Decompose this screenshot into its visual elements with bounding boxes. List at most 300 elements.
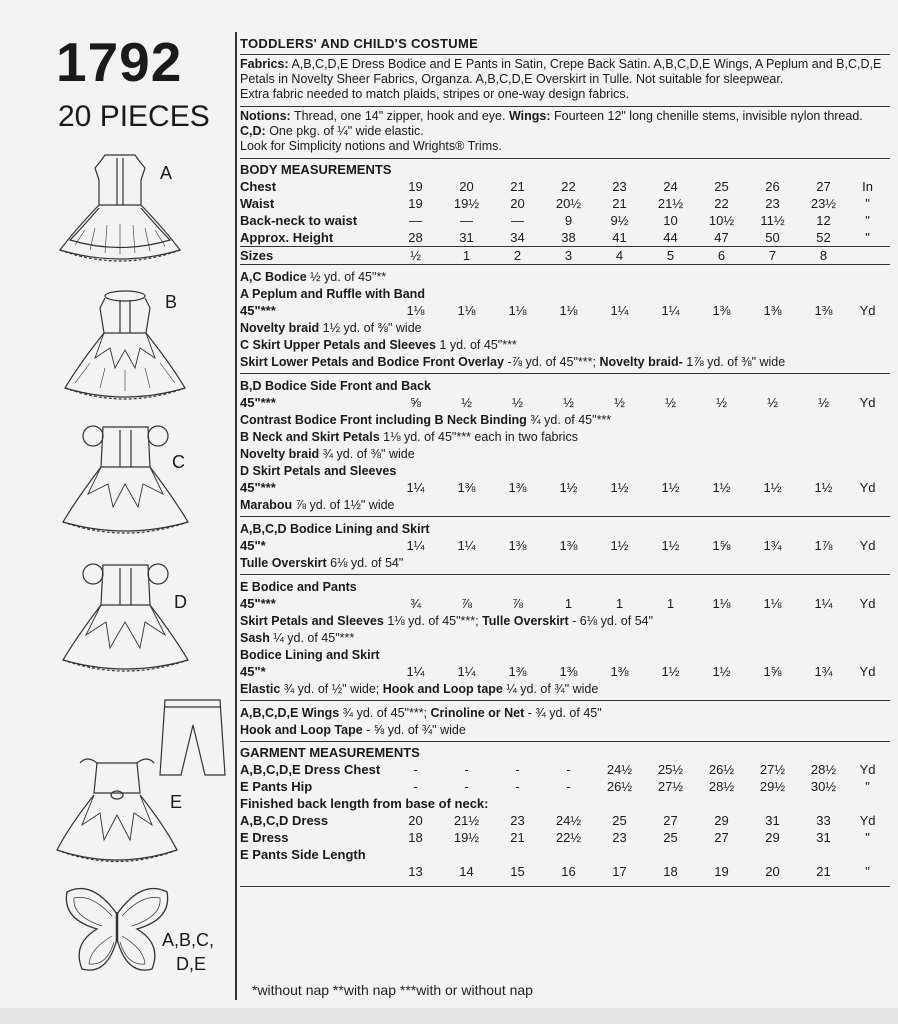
cell-value: 24½ xyxy=(555,813,582,828)
item-name: D Skirt Petals and Sleeves xyxy=(240,463,397,478)
yardage-text-row xyxy=(240,462,886,479)
cell-value: 21 xyxy=(816,864,831,879)
cell-value: 28½ xyxy=(708,779,735,794)
fabrics-extra: Extra fabric needed to match plaids, stripes or one-way design fabrics. xyxy=(240,87,630,101)
cell-value: ⅞ xyxy=(461,596,472,611)
unit-cell: " xyxy=(865,196,870,211)
yardage-text xyxy=(240,336,886,353)
row-label: 45"* xyxy=(240,538,266,553)
cell-value: 1¼ xyxy=(814,596,833,611)
cell-value: 31 xyxy=(459,230,474,245)
view-c-label: C xyxy=(172,452,185,472)
cell-value: 47 xyxy=(714,230,729,245)
table-row xyxy=(240,537,886,554)
cell-value: 1⅜ xyxy=(559,664,578,679)
item-name: Elastic xyxy=(240,681,281,696)
cell-value: - xyxy=(464,762,469,777)
row-label: Approx. Height xyxy=(240,230,334,245)
cell-value: 20 xyxy=(510,196,525,211)
cell-value xyxy=(543,846,594,863)
item-amount: 1½ yd. of ⅜" wide xyxy=(319,320,422,335)
item-amount: ¼ yd. of 45"*** xyxy=(269,630,355,645)
yardage-table xyxy=(240,704,886,738)
item-amount: 1⅞ yd. of ⅜" wide xyxy=(682,354,786,369)
cell-value: ½ xyxy=(563,395,574,410)
yardage-table xyxy=(240,377,886,513)
cell-value: ¾ xyxy=(410,596,421,611)
item-name: Novelty braid xyxy=(240,446,320,461)
unit-cell: Yd xyxy=(859,303,876,318)
row-label: 45"*** xyxy=(240,303,276,318)
size-unit xyxy=(849,247,886,264)
cell-value: 21 xyxy=(510,179,525,194)
cell-value: 1¼ xyxy=(457,664,476,679)
cell-value: 25½ xyxy=(657,762,684,777)
notions-label: Notions: xyxy=(240,109,291,123)
cell-value xyxy=(747,846,798,863)
item-name: E Bodice and Pants xyxy=(240,579,357,594)
yardage-text-row xyxy=(240,377,886,394)
yardage-text xyxy=(240,268,886,285)
yardage-text xyxy=(240,520,886,537)
yardage-text xyxy=(240,578,886,595)
yardage-text-row xyxy=(240,612,886,629)
size-value: 5 xyxy=(666,248,675,263)
cell-value: 29½ xyxy=(759,779,786,794)
fabrics-section xyxy=(240,55,890,107)
cell-value: 33 xyxy=(816,813,831,828)
cell-value: — xyxy=(460,213,473,228)
yardage-text xyxy=(240,377,886,394)
yardage-text-row xyxy=(240,496,886,513)
yardage-text-row xyxy=(240,336,886,353)
cell-value: 31 xyxy=(765,813,780,828)
wings-label: A,B,C, xyxy=(162,930,215,950)
cell-value: 1½ xyxy=(712,480,731,495)
item-name: B Neck and Skirt Petals xyxy=(240,429,380,444)
yardage-text-row xyxy=(240,428,886,445)
sizes-row xyxy=(240,247,890,265)
row-label: A,B,C,D Dress xyxy=(240,813,329,828)
cell-value: 23 xyxy=(765,196,780,211)
cell-value: 27½ xyxy=(657,779,684,794)
cell-value: 11½ xyxy=(760,213,785,228)
cell-value: 20 xyxy=(765,864,780,879)
row-label: 45"*** xyxy=(240,596,276,611)
item-name: Tulle Overskirt xyxy=(240,555,327,570)
yardage-text xyxy=(240,285,886,302)
finished-length-row xyxy=(240,795,886,812)
item-amount: ½ yd. of 45"** xyxy=(306,269,387,284)
cell-value: 50 xyxy=(765,230,780,245)
cell-value: 1½ xyxy=(712,664,731,679)
yardage-section xyxy=(240,575,890,701)
item-name: Marabou xyxy=(240,497,293,512)
table-row xyxy=(240,195,886,212)
size-value: 6 xyxy=(717,248,726,263)
table-row xyxy=(240,863,886,880)
cell-value: 18 xyxy=(408,830,423,845)
cell-value: 25 xyxy=(663,830,678,845)
cell-value: 24½ xyxy=(606,762,633,777)
table-row xyxy=(240,829,886,846)
cell-value: 1⅛ xyxy=(712,596,731,611)
left-column xyxy=(0,0,232,1024)
cell-value: ⅞ xyxy=(512,596,523,611)
item-name: B,D Bodice Side Front and Back xyxy=(240,378,432,393)
cell-value: 1⅜ xyxy=(559,538,578,553)
item-amount: 6⅛ yd. of 54" xyxy=(326,555,404,570)
item-amount: ⅞ yd. of 1½" wide xyxy=(292,497,395,512)
cell-value: 29 xyxy=(765,830,780,845)
item-amount: ¼ yd. of ¾" wide xyxy=(502,681,599,696)
cell-value: 21 xyxy=(612,196,627,211)
cell-value: 1½ xyxy=(763,480,782,495)
cell-value: 1⅛ xyxy=(763,596,782,611)
item-name: Contrast Bodice Front including B Neck Binding xyxy=(240,412,527,427)
yardage-text-row xyxy=(240,520,886,537)
view-e-illustration xyxy=(52,755,182,870)
cell-value: - xyxy=(413,779,418,794)
cell-value: 1¼ xyxy=(457,538,476,553)
cell-value: — xyxy=(511,213,524,228)
cell-value: 1⅜ xyxy=(712,303,731,318)
cell-value: 31 xyxy=(816,830,831,845)
cell-value: 19 xyxy=(714,864,729,879)
row-label: Back-neck to waist xyxy=(240,213,358,228)
yardage-text xyxy=(240,319,886,336)
yardage-text xyxy=(240,428,886,445)
cell-value: 12 xyxy=(816,213,831,228)
item-amount: - ⅝ yd. of ¾" wide xyxy=(362,722,466,737)
garment-measurements-table xyxy=(240,744,886,880)
unit-cell: In xyxy=(862,179,873,194)
cell-value: 27 xyxy=(663,813,678,828)
wings-notions-text: Fourteen 12" long chenille stems, invisible nylon thread. xyxy=(553,109,863,123)
yardage-text-row xyxy=(240,680,886,697)
cell-value: 1¼ xyxy=(406,538,425,553)
cell-value: 44 xyxy=(663,230,678,245)
cell-value xyxy=(798,846,849,863)
size-value: 3 xyxy=(564,248,573,263)
cell-value: 20½ xyxy=(555,196,582,211)
cell-value: 19 xyxy=(408,179,423,194)
table-row xyxy=(240,812,886,829)
cell-value: 34 xyxy=(510,230,525,245)
pattern-number: 1792 xyxy=(56,31,183,93)
row-label: E Pants Hip xyxy=(240,779,313,794)
cell-value: - xyxy=(566,762,571,777)
item-name: Skirt Petals and Sleeves xyxy=(240,613,384,628)
cell-value: 1⅜ xyxy=(457,480,476,495)
cell-value: 1¼ xyxy=(406,664,425,679)
cell-value: 1¾ xyxy=(814,664,833,679)
row-label: E Pants Side Length xyxy=(240,847,366,862)
cell-value xyxy=(696,846,747,863)
cell-value: 1⅞ xyxy=(814,538,833,553)
yardage-text xyxy=(240,554,886,571)
item-name: C Skirt Upper Petals and Sleeves xyxy=(240,337,436,352)
cell-value: 1½ xyxy=(661,664,680,679)
cell-value xyxy=(492,846,543,863)
look-for-text: Look for Simplicity notions and Wrights® Trims. xyxy=(240,139,502,153)
yardage-text-row xyxy=(240,554,886,571)
cell-value: 1⅛ xyxy=(508,303,527,318)
cell-value: 15 xyxy=(510,864,525,879)
yardage-text-row xyxy=(240,353,886,370)
cell-value: 1¼ xyxy=(406,480,425,495)
pattern-info xyxy=(240,36,890,887)
cell-value: 10½ xyxy=(708,213,735,228)
cell-value: 26½ xyxy=(606,779,633,794)
yardage-table xyxy=(240,578,886,697)
yardage-text xyxy=(240,629,886,646)
cell-value: 1¾ xyxy=(763,538,782,553)
unit-cell: Yd xyxy=(859,664,876,679)
item-amount: ¾ yd. of 45"*** xyxy=(526,412,612,427)
cell-value: 22 xyxy=(561,179,576,194)
cell-value: 23½ xyxy=(810,196,837,211)
table-row xyxy=(240,229,886,246)
cell-value: 26 xyxy=(765,179,780,194)
cell-value: ½ xyxy=(614,395,625,410)
cell-value: 1⅜ xyxy=(508,664,527,679)
cell-value: 1⅜ xyxy=(508,538,527,553)
cell-value: 1¼ xyxy=(610,303,629,318)
item-name: Hook and Loop tape xyxy=(382,681,503,696)
yardage-section xyxy=(240,517,890,575)
row-label: 45"*** xyxy=(240,480,276,495)
unit-cell: " xyxy=(865,830,870,845)
notions-text: Thread, one 14" zipper, hook and eye. xyxy=(293,109,506,123)
cell-value: ½ xyxy=(716,395,727,410)
size-value: ½ xyxy=(410,248,421,263)
item-name: A,B,C,D Bodice Lining and Skirt xyxy=(240,521,430,536)
yardage-text-row xyxy=(240,721,886,738)
cell-value: 9 xyxy=(564,213,573,228)
yardage-table xyxy=(240,520,886,571)
cell-value: 9½ xyxy=(610,213,629,228)
cell-value xyxy=(645,846,696,863)
unit-cell: Yd xyxy=(859,813,876,828)
sizes-label: Sizes xyxy=(240,248,274,263)
yardage-text-row xyxy=(240,646,886,663)
cell-value: 1⅝ xyxy=(763,664,782,679)
cell-value: 41 xyxy=(612,230,627,245)
cd-notions-text: One pkg. of ¼" wide elastic. xyxy=(269,124,424,138)
cell-value: 17 xyxy=(612,864,627,879)
yardage-table xyxy=(240,268,886,370)
yardage-section xyxy=(240,701,890,742)
view-b-label: B xyxy=(165,292,178,312)
cell-value: 23 xyxy=(612,179,627,194)
unit-cell: Yd xyxy=(859,538,876,553)
cell-value: ½ xyxy=(665,395,676,410)
size-value: 4 xyxy=(615,248,624,263)
view-e-label: E xyxy=(170,792,183,812)
view-d-illustration xyxy=(58,560,193,680)
view-a-label: A xyxy=(160,163,173,183)
cell-value: 1⅜ xyxy=(610,664,629,679)
item-amount: 1⅛ yd. of 45"***; xyxy=(383,613,483,628)
yardage-text-row xyxy=(240,285,886,302)
cell-value: 25 xyxy=(714,179,729,194)
item-name: A Peplum and Ruffle with Band xyxy=(240,286,425,301)
cell-value: 27 xyxy=(714,830,729,845)
cell-value: - xyxy=(515,762,520,777)
yardage-text xyxy=(240,445,886,462)
yardage-text xyxy=(240,704,886,721)
unit-cell: Yd xyxy=(859,596,876,611)
yardage-text xyxy=(240,496,886,513)
bottom-strip xyxy=(0,1008,898,1024)
wings-notions-label: Wings: xyxy=(508,109,551,123)
item-amount: ¾ yd. of ⅜" wide xyxy=(319,446,415,461)
cell-value: 1⅝ xyxy=(712,538,731,553)
cell-value xyxy=(441,846,492,863)
cell-value: 1½ xyxy=(661,538,680,553)
item-amount: - ¾ yd. of 45" xyxy=(524,705,602,720)
cell-value: - xyxy=(515,779,520,794)
cell-value: 28½ xyxy=(810,762,837,777)
cell-value xyxy=(594,846,645,863)
yardage-text-row xyxy=(240,411,886,428)
row-label: Waist xyxy=(240,196,275,211)
cell-value: 27 xyxy=(816,179,831,194)
item-name: Novelty braid xyxy=(240,320,320,335)
yardage-text xyxy=(240,411,886,428)
size-value: 7 xyxy=(768,248,777,263)
wings-label-2: D,E xyxy=(176,954,207,974)
cell-value: 1⅜ xyxy=(814,303,833,318)
yardage-text xyxy=(240,353,886,370)
cell-value: 19 xyxy=(408,196,423,211)
yardage-section xyxy=(240,265,890,374)
sizes-table xyxy=(240,247,886,264)
cell-value: 26½ xyxy=(708,762,735,777)
yardage-sections xyxy=(240,265,890,742)
unit-cell: " xyxy=(865,230,870,245)
cell-value: 20 xyxy=(459,179,474,194)
cell-value: 23 xyxy=(612,830,627,845)
item-name: Novelty braid- xyxy=(599,354,683,369)
table-row xyxy=(240,302,886,319)
unit-cell: " xyxy=(865,779,870,794)
item-amount: - 6⅛ yd. of 54" xyxy=(568,613,654,628)
unit-cell: Yd xyxy=(859,762,876,777)
garment-measurements xyxy=(240,742,890,887)
cell-value: 21½ xyxy=(453,813,480,828)
cell-value: 1⅛ xyxy=(559,303,578,318)
row-label: 45"*** xyxy=(240,395,276,410)
table-row xyxy=(240,595,886,612)
cell-value: 38 xyxy=(561,230,576,245)
size-value: 1 xyxy=(462,248,471,263)
unit-cell xyxy=(849,846,886,863)
table-row xyxy=(240,846,886,863)
unit-cell: Yd xyxy=(859,480,876,495)
cell-value: 1¼ xyxy=(661,303,680,318)
yardage-text xyxy=(240,462,886,479)
yardage-section xyxy=(240,374,890,517)
table-row xyxy=(240,212,886,229)
sizes-row xyxy=(240,247,886,264)
cell-value: 13 xyxy=(408,864,423,879)
yardage-text-row xyxy=(240,319,886,336)
item-amount: 1 yd. of 45"*** xyxy=(435,337,517,352)
item-name: Bodice Lining and Skirt xyxy=(240,647,380,662)
item-amount: 1⅛ yd. of 45"*** each in two fabrics xyxy=(379,429,578,444)
body-header: BODY MEASUREMENTS xyxy=(240,162,392,177)
cell-value: 28 xyxy=(408,230,423,245)
cell-value: 20 xyxy=(408,813,423,828)
item-name: Tulle Overskirt xyxy=(482,613,569,628)
cell-value: 1½ xyxy=(661,480,680,495)
cell-value: 21 xyxy=(510,830,525,845)
row-label: A,B,C,D,E Dress Chest xyxy=(240,762,381,777)
cell-value: ⅝ xyxy=(410,395,421,410)
cell-value: 1 xyxy=(666,596,675,611)
cell-value: ½ xyxy=(461,395,472,410)
cell-value: 1½ xyxy=(559,480,578,495)
item-amount: ¾ yd. of 45"***; xyxy=(339,705,431,720)
yardage-text xyxy=(240,646,886,663)
view-c-illustration xyxy=(58,422,193,542)
cell-value: 1 xyxy=(615,596,624,611)
cell-value: - xyxy=(566,779,571,794)
cell-value: 25 xyxy=(612,813,627,828)
cd-notions-label: C,D: xyxy=(240,124,266,138)
cell-value: 29 xyxy=(714,813,729,828)
cell-value: 22½ xyxy=(555,830,582,845)
size-value: 2 xyxy=(513,248,522,263)
row-label xyxy=(240,863,390,880)
fabrics-text: A,B,C,D,E Dress Bodice and E Pants in Satin, Crepe Back Satin. A,B,C,D,E Wings, A Peplum and B,C,D,E Petals in Novelty Sheer Fabrics, Organza. A,B,C,D,E Overskirt in Tulle. Not suitable for sleepwear. xyxy=(240,57,882,86)
cell-value: — xyxy=(409,213,422,228)
unit-cell: " xyxy=(865,213,870,228)
cell-value: 1⅛ xyxy=(406,303,425,318)
table-row xyxy=(240,479,886,496)
cell-value: 1½ xyxy=(610,538,629,553)
yardage-text-row xyxy=(240,578,886,595)
view-d-label: D xyxy=(174,592,187,612)
yardage-text-row xyxy=(240,704,886,721)
cell-value: 1½ xyxy=(814,480,833,495)
cell-value: - xyxy=(464,779,469,794)
cell-value: 1⅛ xyxy=(457,303,476,318)
cell-value: 24 xyxy=(663,179,678,194)
cell-value: 27½ xyxy=(759,762,786,777)
cell-value: 18 xyxy=(663,864,678,879)
yardage-text-row xyxy=(240,445,886,462)
cell-value: 22 xyxy=(714,196,729,211)
yardage-text xyxy=(240,612,886,629)
table-row xyxy=(240,761,886,778)
garment-header: GARMENT MEASUREMENTS xyxy=(240,745,420,760)
item-name: Hook and Loop Tape xyxy=(240,722,363,737)
cell-value: 19½ xyxy=(453,830,480,845)
size-value: 8 xyxy=(819,248,828,263)
nap-footnote: *without nap **with nap ***with or without nap xyxy=(252,982,533,998)
body-measurements-table xyxy=(240,161,886,246)
yardage-text-row xyxy=(240,268,886,285)
cell-value: 23 xyxy=(510,813,525,828)
cell-value: 1⅜ xyxy=(508,480,527,495)
item-amount: ¾ yd. of ½" wide; xyxy=(280,681,383,696)
row-label: 45"* xyxy=(240,664,266,679)
item-amount: -⅞ yd. of 45"***; xyxy=(503,354,600,369)
cell-value xyxy=(390,846,441,863)
